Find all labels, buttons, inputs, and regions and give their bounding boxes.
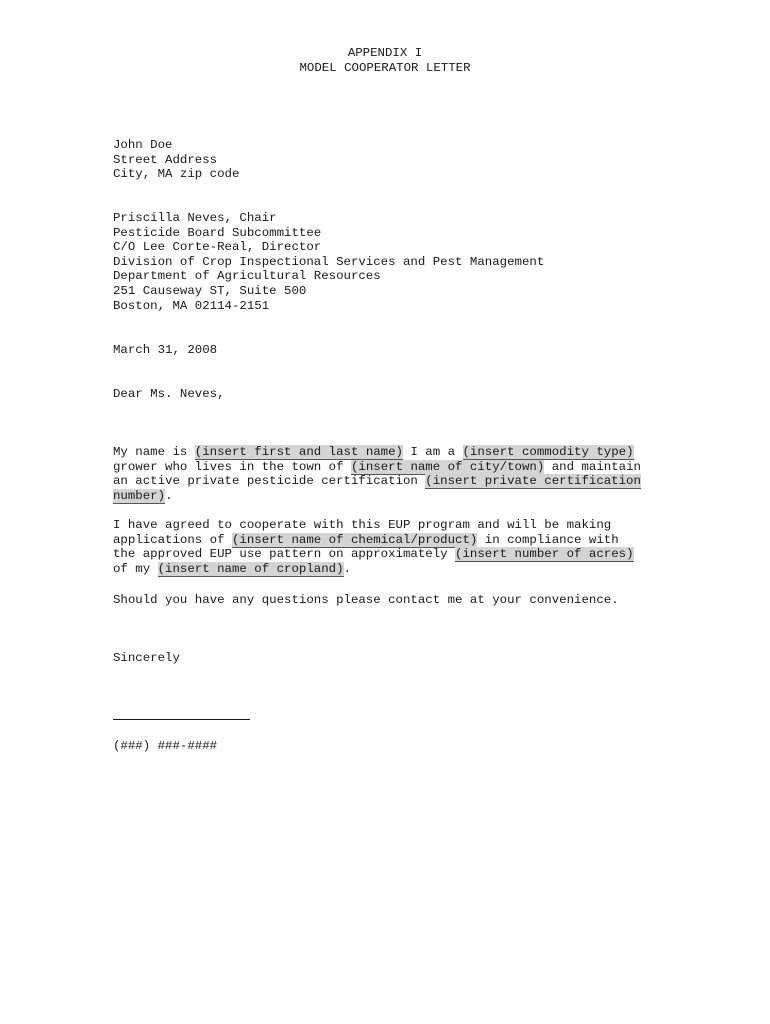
- date-text: March 31, 2008: [113, 343, 218, 357]
- closing-text: Sincerely: [113, 651, 180, 665]
- paragraph-line: [113, 489, 658, 504]
- paragraph-line: [113, 547, 658, 562]
- sender-city: City, MA zip code: [113, 167, 240, 182]
- paragraph-introduction: [113, 445, 658, 503]
- recipient-address: [113, 211, 544, 313]
- text-fragment: grower who lives in the town of: [113, 459, 351, 474]
- placeholder-acres: (insert number of acres): [455, 547, 634, 562]
- recipient-line-6: 251 Causeway ST, Suite 500: [113, 283, 307, 298]
- text-fragment: in compliance with: [477, 532, 619, 547]
- paragraph-line: I have agreed to cooperate with this EUP program and will be making: [113, 518, 612, 532]
- sender-street: Street Address: [113, 152, 218, 167]
- text-fragment: the approved EUP use pattern on approximately: [113, 547, 456, 562]
- signature-line: [113, 719, 250, 720]
- text-fragment: and maintain: [544, 459, 641, 474]
- text-fragment: of my: [113, 561, 158, 576]
- placeholder-cropland: (insert name of cropland): [157, 561, 344, 576]
- text-fragment: .: [343, 561, 351, 576]
- letter-heading: [0, 46, 770, 75]
- phone-number: [113, 739, 217, 754]
- paragraph-line: [113, 460, 658, 475]
- text-fragment: .: [165, 488, 173, 503]
- placeholder-name: (insert first and last name): [194, 445, 403, 459]
- recipient-line-4: Division of Crop Inspectional Services and Pest Management: [113, 254, 545, 269]
- closing: [113, 651, 180, 666]
- sender-address: [113, 138, 239, 182]
- phone-text: (###) ###-####: [113, 739, 218, 753]
- text-fragment: an active private pesticide certification: [113, 474, 426, 489]
- placeholder-commodity: (insert commodity type): [462, 445, 634, 459]
- salutation: [113, 387, 225, 402]
- placeholder-certification: (insert private certification: [425, 474, 641, 489]
- placeholder-chemical: (insert name of chemical/product): [231, 532, 478, 547]
- recipient-line-7: Boston, MA 02114-2151: [113, 298, 270, 313]
- contact-text: Should you have any questions please contact me at your convenience.: [113, 593, 619, 607]
- paragraph-agreement: [113, 518, 658, 576]
- recipient-line-3: C/O Lee Corte-Real, Director: [113, 240, 322, 255]
- paragraph-line: [113, 445, 658, 460]
- paragraph-line: [113, 474, 658, 489]
- text-fragment: applications of: [113, 532, 232, 547]
- paragraph-contact: [113, 593, 619, 608]
- paragraph-line: [113, 533, 658, 548]
- placeholder-certification-cont: number): [113, 488, 166, 503]
- recipient-line-1: Priscilla Neves, Chair: [113, 211, 277, 225]
- recipient-line-5: Department of Agricultural Resources: [113, 269, 381, 284]
- paragraph-line: [113, 562, 658, 577]
- letter-title: MODEL COOPERATOR LETTER: [299, 60, 471, 75]
- text-fragment: My name is: [113, 445, 195, 459]
- sender-name: John Doe: [113, 138, 173, 152]
- letter-date: [113, 343, 217, 358]
- salutation-text: Dear Ms. Neves,: [113, 387, 225, 401]
- recipient-line-2: Pesticide Board Subcommittee: [113, 225, 322, 240]
- appendix-title: APPENDIX I: [347, 46, 423, 60]
- placeholder-city: (insert name of city/town): [350, 459, 545, 474]
- text-fragment: I am a: [403, 445, 463, 459]
